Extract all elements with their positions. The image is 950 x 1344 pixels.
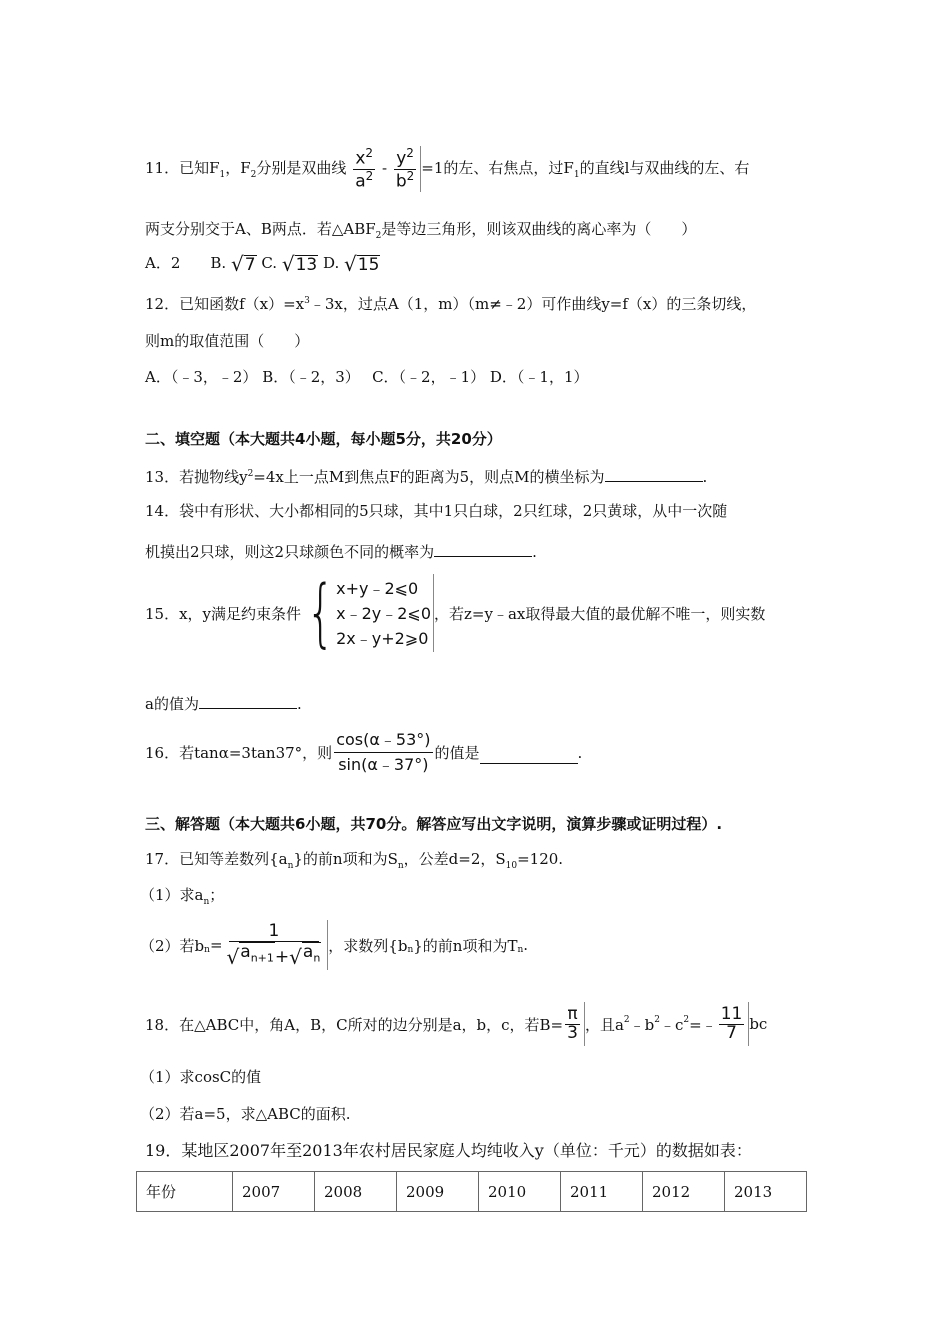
q11-line2 [145, 218, 696, 247]
frac-num: π [567, 1003, 578, 1024]
q13-text: 13．若抛物线y [145, 468, 248, 486]
q17-text: ，公差d=2，S [403, 850, 506, 868]
pi-over-3 [565, 1003, 580, 1043]
q18-text: ﹣c [659, 1015, 684, 1034]
q17-sub: 10 [505, 861, 518, 871]
q11-line1 [145, 146, 749, 192]
q17-text: }的前n项和为T [413, 936, 518, 955]
frac-num: x [355, 148, 366, 169]
q16-end: . [577, 743, 583, 762]
constraint-3: 2x﹣y+2⩾0 [336, 628, 429, 648]
q14-text: 机摸出2只球，则这2只球颜色不同的概率为 [145, 543, 435, 561]
sqrt-sub: n+1 [250, 951, 274, 965]
table-cell: 2012 [643, 1172, 725, 1212]
frac-num: cos(α﹣53°) [334, 728, 432, 753]
q18-sup: 2 [623, 1015, 630, 1025]
sqrt-13: √ 13 [281, 252, 318, 276]
frac-den: sin(α﹣37°) [338, 755, 429, 774]
q18-text: bc [749, 1015, 768, 1033]
answer-blank[interactable] [199, 694, 297, 709]
q11-text: ，F [225, 159, 251, 177]
q16 [145, 728, 582, 777]
q18-line1 [145, 1002, 767, 1046]
q17-text: ，求数列{b [328, 936, 408, 955]
q17-text: 17．已知等差数列{a [145, 850, 288, 868]
q17-sub: n [204, 945, 210, 955]
q16-text: 16．若tanα=3tan37°，则 [145, 744, 333, 762]
bn-fraction [225, 920, 324, 970]
table-cell: 2013 [725, 1172, 807, 1212]
sqrt-an: √ $a_n$ [289, 941, 321, 970]
table-cell: 2008 [315, 1172, 397, 1212]
frac-pow: 2 [365, 168, 374, 183]
q17-part1 [140, 884, 224, 913]
frac-pow: 2 [406, 168, 415, 183]
table-row [137, 1172, 807, 1212]
q15-text: ，若z=y﹣ax取得最大值的最优解不唯一，则实数 [434, 604, 766, 623]
q17-text: . [523, 936, 529, 954]
option-c: C. [261, 254, 278, 272]
q18-text: 18．在△ABC中，角A，B，C所对的边分别是a，b，c，若B= [145, 1015, 564, 1034]
table-cell: 2010 [479, 1172, 561, 1212]
frac-num: y [396, 148, 407, 169]
plus: + [274, 947, 290, 968]
q17-part2 [140, 920, 528, 970]
eleven-sevenths [719, 1003, 745, 1043]
q17-text: }的前n项和为S [293, 850, 398, 868]
q17-sub: n [203, 897, 210, 907]
q17-text: =120. [517, 850, 564, 868]
frac-den [225, 941, 324, 970]
sqrt-arg: 15 [357, 255, 380, 275]
table-cell: 2011 [561, 1172, 643, 1212]
q11-sub: 2 [250, 170, 257, 180]
answer-blank[interactable] [434, 542, 532, 557]
q18-text: ，且a [584, 1015, 624, 1034]
frac-den: a [355, 171, 366, 192]
table-cell: 2009 [397, 1172, 479, 1212]
frac-num: 1 [229, 923, 320, 942]
frac-den: b [395, 171, 407, 192]
q17-sub: n [407, 945, 414, 955]
q11-text: 两支分别交于A、B两点．若△ABF [145, 220, 376, 238]
q11-sub: 2 [375, 231, 382, 241]
frac-pow: 2 [406, 146, 414, 160]
q11-text: =1的左、右焦点，过F [421, 159, 574, 177]
hyperbola-frac-y [394, 147, 416, 191]
q17-text: = [209, 936, 223, 954]
q15-line1 [145, 570, 766, 656]
sqrt-sub: n [313, 951, 321, 965]
q11-minus: - [377, 159, 392, 177]
q17-sub: n [397, 861, 404, 871]
q11-sub: 1 [219, 170, 226, 180]
q11-text: 分别是双曲线 [256, 159, 347, 177]
q13-end: . [702, 468, 708, 486]
q15-text: 15．x，y满足约束条件 [145, 604, 302, 623]
q18-sup: 2 [683, 1015, 690, 1025]
table-cell: 年份 [137, 1172, 233, 1212]
q13-sup: 2 [247, 469, 254, 479]
q13 [145, 463, 707, 488]
trig-fraction [334, 728, 432, 777]
frac-num: 11 [720, 1003, 743, 1024]
q17-line1 [145, 848, 563, 877]
q19-line1: 19．某地区2007年至2013年农村居民家庭人均纯收入y（单位：千元）的数据如表： [145, 1141, 752, 1160]
sqrt-7: √ 7 [230, 252, 256, 276]
q17-sub: n [517, 945, 524, 955]
q12-text: 12．已知函数f（x）=x [145, 295, 305, 313]
q15-text: a的值为 [145, 695, 199, 713]
q12-line1 [145, 290, 756, 315]
frac-den: 3 [567, 1022, 578, 1043]
q15-end: . [296, 695, 302, 713]
section-2-title: 二、填空题（本大题共4小题，每小题5分，共20分） [145, 430, 502, 448]
q17-sub: n [287, 861, 294, 871]
sqrt-arg: a [240, 941, 251, 962]
left-brace: { [306, 570, 335, 656]
sqrt-arg: a [302, 941, 314, 962]
q17-text: （1）求a [140, 886, 204, 904]
q11-options [145, 252, 380, 274]
q17-text: （2）若b [140, 936, 205, 955]
table-cell: 2007 [233, 1172, 315, 1212]
q12-text: ﹣3x，过点A（1，m）（m≠﹣2）可作曲线y=f（x）的三条切线， [309, 295, 757, 313]
q13-text: =4x上一点M到焦点F的距离为5，则点M的横坐标为 [253, 468, 605, 486]
q11-sub: 1 [573, 170, 580, 180]
q14-line1: 14．袋中有形状、大小都相同的5只球，其中1只白球，2只红球，2只黄球，从中一次随 [145, 502, 728, 520]
hyperbola-frac-x [353, 147, 375, 191]
q11-text: 是等边三角形，则该双曲线的离心率为（ ） [381, 220, 697, 238]
option-a-b: A．2 B. [145, 254, 227, 272]
q17-text: ； [209, 886, 225, 904]
q16-text: 的值是 [434, 744, 480, 762]
q12-line2: 则m的取值范围（ ） [145, 332, 310, 350]
q11-text: 的直线l与双曲线的左、右 [579, 159, 750, 177]
q18-sup: 2 [654, 1015, 660, 1025]
sqrt-arg: 13 [295, 255, 318, 275]
constraint-2: x﹣2y﹣2⩽0 [336, 603, 432, 623]
sqrt-an1: √ $a_{n+1}$ [226, 941, 274, 970]
answer-blank[interactable] [605, 467, 703, 482]
q14-line2 [145, 541, 537, 563]
section-3-title: 三、解答题（本大题共6小题，共70分。解答应写出文字说明，演算步骤或证明过程）. [145, 815, 723, 833]
frac-pow: 2 [365, 146, 374, 160]
sqrt-arg: 7 [244, 255, 256, 275]
constraint-system [336, 576, 431, 651]
q11-text: 11．已知F [145, 159, 220, 177]
option-d: D. [322, 254, 340, 272]
q18-text: ﹣b [629, 1015, 655, 1034]
answer-blank[interactable] [480, 749, 578, 764]
q18-part2: （2）若a=5，求△ABC的面积. [140, 1105, 351, 1123]
q18-part1: （1）求cosC的值 [140, 1068, 262, 1086]
q12-sup: 3 [304, 296, 310, 306]
q12-options: A．（﹣3，﹣2） B．（﹣2，3） C．（﹣2，﹣1） D．（﹣1，1） [145, 368, 589, 386]
sqrt-15: √ 15 [344, 252, 380, 276]
q18-text: =﹣ [689, 1015, 717, 1034]
q15-line2 [145, 693, 302, 715]
frac-den: 7 [726, 1022, 737, 1043]
income-table [136, 1171, 807, 1212]
constraint-1: x+y﹣2⩽0 [336, 578, 419, 598]
q14-end: . [532, 543, 537, 561]
